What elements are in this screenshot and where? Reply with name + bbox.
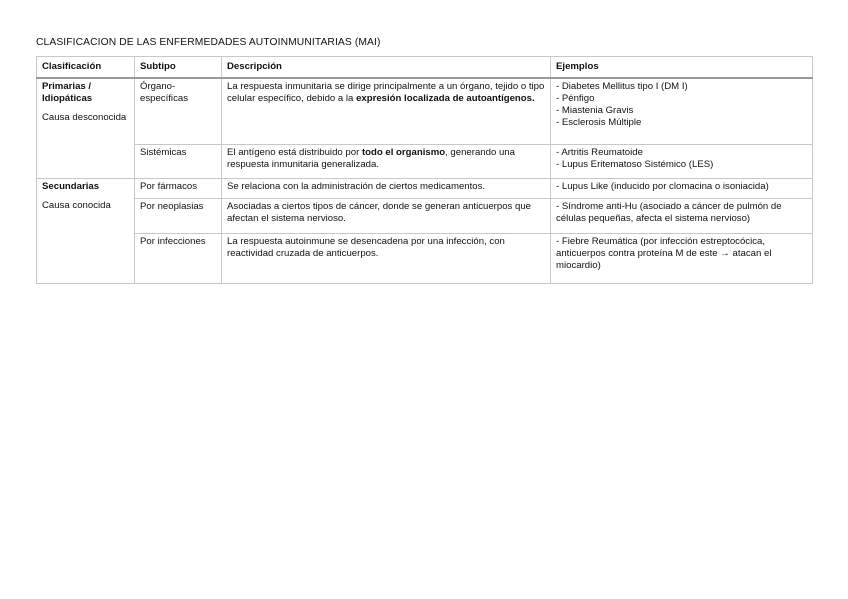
example-item: - Pénfigo [556,93,595,104]
cell-secundarias [37,178,135,283]
ejemplos-sistemicas [551,144,813,178]
category-note-secundarias: Causa conocida [42,199,111,211]
desc-sistemicas: El antígeno está distribuido por todo el organismo, generando una respuesta inmunitaria generalizada. [222,144,551,178]
header-clasificacion: Clasificación [37,57,135,79]
desc-infecciones: La respuesta autoinmune se desencadena por una infección, con reactividad cruzada de anticuerpos. [222,233,551,283]
example-item: - Diabetes Mellitus tipo I (DM I) [556,81,688,92]
document-title: CLASIFICACION DE LAS ENFERMEDADES AUTOINMUNITARIAS (MAI) [36,37,381,48]
example-item: - Esclerosis Múltiple [556,117,642,128]
example-item: - Lupus Like (inducido por clomacina o isoniacida) [556,180,769,192]
table-header-row [37,57,813,79]
classification-table [36,56,813,284]
table-row [37,233,813,283]
category-primarias: Primarias / Idiopáticas [42,81,93,104]
cell-primarias [37,78,135,178]
desc-farmacos: Se relaciona con la administración de ciertos medicamentos. [222,178,551,198]
example-item: - Fiebre Reumática (por infección estreptocócica, anticuerpos contra proteína M de este → atacan el miocardio) [556,235,772,271]
table-row [37,198,813,233]
example-item: - Lupus Eritematoso Sistémico (LES) [556,158,714,170]
header-subtipo: Subtipo [135,57,222,79]
table-row [37,78,813,144]
subtipo-infecciones: Por infecciones [135,233,222,283]
example-item: - Síndrome anti-Hu (asociado a cáncer de pulmón de células pequeñas, afecta el sistema nervioso) [556,200,782,224]
desc-organo: La respuesta inmunitaria se dirige principalmente a un órgano, tejido o tipo celular específico, debido a la expresión localizada de autoantígenos. [222,78,551,144]
subtipo-farmacos: Por fármacos [135,178,222,198]
ejemplos-infecciones [551,233,813,283]
header-ejemplos: Ejemplos [551,57,813,79]
subtipo-organo: Órgano-específicas [135,78,222,144]
ejemplos-organo [551,78,813,144]
category-note-primarias: Causa desconocida [42,112,127,123]
header-descripcion: Descripción [222,57,551,79]
example-item: - Miastenia Gravis [556,105,634,116]
desc-neoplasias: Asociadas a ciertos tipos de cáncer, donde se generan anticuerpos que afectan el sistema nervioso. [222,198,551,233]
subtipo-sistemicas: Sistémicas [135,144,222,178]
category-secundarias: Secundarias [42,180,100,192]
ejemplos-farmacos [551,178,813,198]
example-item: - Artritis Reumatoide [556,146,643,158]
ejemplos-neoplasias [551,198,813,233]
subtipo-neoplasias: Por neoplasias [135,198,222,233]
table-row [37,144,813,178]
table-row [37,178,813,198]
